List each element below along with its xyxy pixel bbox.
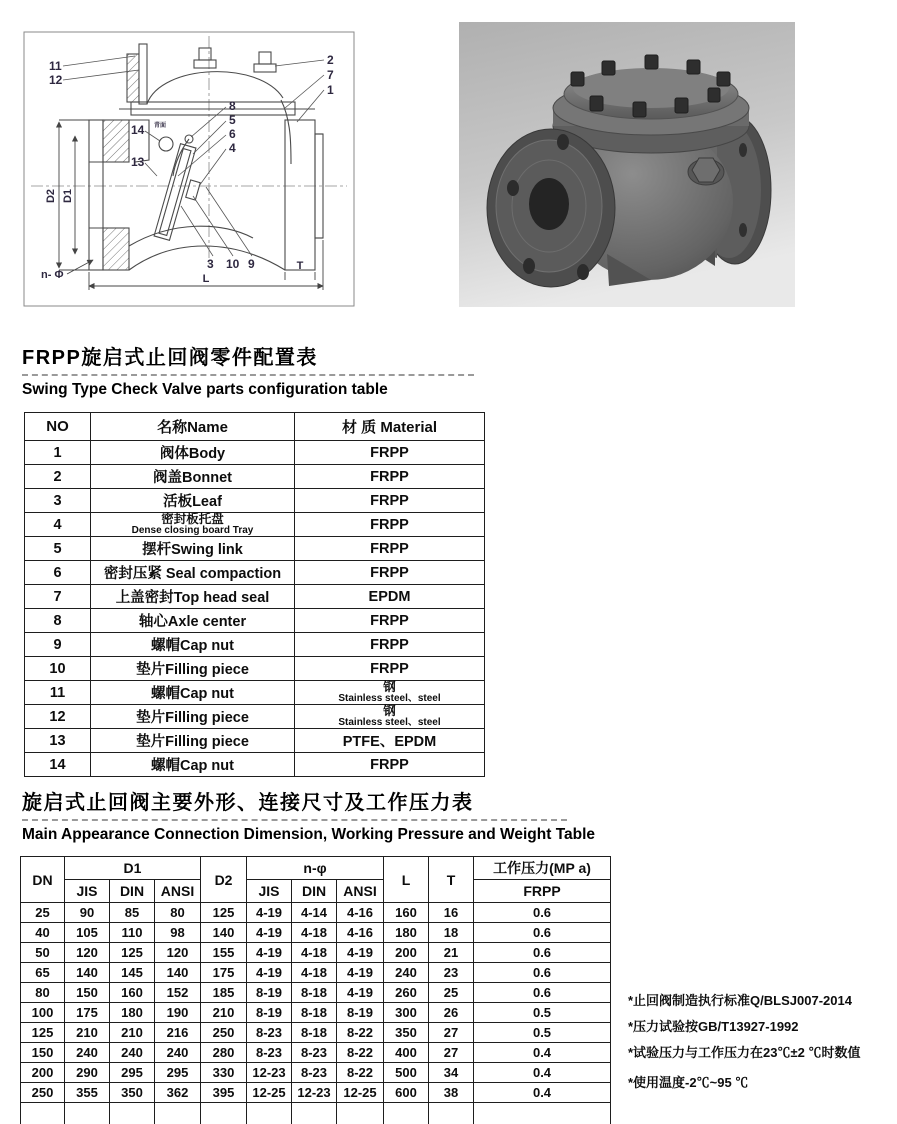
- table-cell: 8-18: [292, 1003, 337, 1023]
- table-cell: [201, 1103, 247, 1124]
- dimension-table-row: [21, 1003, 611, 1023]
- table-cell: 12-25: [337, 1083, 384, 1103]
- table-cell: 螺帽Cap nut: [91, 681, 295, 705]
- cross-section-diagram: [23, 24, 355, 314]
- table-cell: 钢 Stainless steel、steel: [295, 705, 485, 729]
- table-cell: 250: [21, 1083, 65, 1103]
- dimension-table-row: [21, 903, 611, 923]
- callout-7: 7: [327, 68, 334, 82]
- title-divider: [22, 819, 567, 821]
- table-cell: 0.4: [474, 1063, 611, 1083]
- table-cell: 密封板托盘 Dense closing board Tray: [91, 513, 295, 537]
- parts-table-row: [25, 729, 485, 753]
- table-cell: 160: [110, 983, 155, 1003]
- dimension-header-row-1: [21, 857, 611, 880]
- col-header-nphi-din: DIN: [292, 880, 337, 903]
- table-cell: 26: [429, 1003, 474, 1023]
- table-cell: 18: [429, 923, 474, 943]
- col-header-d1-jis: JIS: [65, 880, 110, 903]
- table-cell: [247, 1103, 292, 1124]
- callout-2: 2: [327, 53, 334, 67]
- parts-section-heading: [22, 341, 492, 399]
- table-cell: 160: [384, 903, 429, 923]
- parts-table-row: [25, 513, 485, 537]
- table-cell: 11: [25, 681, 91, 705]
- col-header-d1-ansi: ANSI: [155, 880, 201, 903]
- table-cell: 280: [201, 1043, 247, 1063]
- table-cell: 125: [201, 903, 247, 923]
- parts-table-row: [25, 585, 485, 609]
- table-cell: 4-18: [292, 963, 337, 983]
- footnote-temperature: *使用温度-2℃~95 ℃: [628, 1075, 749, 1090]
- table-cell: 260: [384, 983, 429, 1003]
- dimension-title-cn: 旋启式止回阀主要外形、连接尺寸及工作压力表: [22, 792, 474, 814]
- table-cell: FRPP: [295, 465, 485, 489]
- table-cell: 23: [429, 963, 474, 983]
- table-cell: 0.4: [474, 1083, 611, 1103]
- table-cell: 105: [65, 923, 110, 943]
- table-cell: 600: [384, 1083, 429, 1103]
- table-cell: 密封压紧 Seal compaction: [91, 561, 295, 585]
- table-cell: 27: [429, 1043, 474, 1063]
- table-cell: 240: [65, 1043, 110, 1063]
- table-cell: [155, 1103, 201, 1124]
- title-divider: [22, 374, 474, 376]
- footnote-pressure-test: *压力试验按GB/T13927-1992: [628, 1019, 799, 1034]
- table-cell: 200: [384, 943, 429, 963]
- table-cell: 0.5: [474, 1003, 611, 1023]
- parts-table-row: [25, 465, 485, 489]
- table-cell: 395: [201, 1083, 247, 1103]
- parts-table-header-row: [25, 413, 485, 441]
- table-cell: FRPP: [295, 441, 485, 465]
- table-cell: 355: [65, 1083, 110, 1103]
- table-cell: 8-22: [337, 1063, 384, 1083]
- table-cell: [21, 1103, 65, 1124]
- table-cell: 阀盖Bonnet: [91, 465, 295, 489]
- table-cell: 4-18: [292, 943, 337, 963]
- dimension-table-row: [21, 1063, 611, 1083]
- table-cell: [429, 1103, 474, 1124]
- table-cell: 8-19: [247, 983, 292, 1003]
- callout-5: 5: [229, 113, 236, 127]
- footnotes: [628, 992, 896, 1100]
- col-header-dn: DN: [21, 857, 65, 903]
- table-cell: PTFE、EPDM: [295, 729, 485, 753]
- table-cell: 500: [384, 1063, 429, 1083]
- table-cell: FRPP: [295, 609, 485, 633]
- dimension-header-row-2: [21, 880, 611, 903]
- table-cell: [65, 1103, 110, 1124]
- table-cell: 295: [110, 1063, 155, 1083]
- callout-3: 3: [207, 257, 214, 271]
- table-cell: 350: [110, 1083, 155, 1103]
- table-cell: 0.6: [474, 923, 611, 943]
- dimension-table-row: [21, 1023, 611, 1043]
- table-cell: 210: [110, 1023, 155, 1043]
- dimension-table-row: [21, 963, 611, 983]
- parts-table: [24, 412, 485, 777]
- small-face-label: 青面: [154, 123, 167, 129]
- table-cell: 210: [65, 1023, 110, 1043]
- table-cell: 3: [25, 489, 91, 513]
- table-cell: 100: [21, 1003, 65, 1023]
- table-cell: 180: [110, 1003, 155, 1023]
- table-cell: 240: [110, 1043, 155, 1063]
- table-cell: 140: [65, 963, 110, 983]
- table-cell: 65: [21, 963, 65, 983]
- table-cell: 12-25: [247, 1083, 292, 1103]
- parts-table-row: [25, 441, 485, 465]
- table-cell: 5: [25, 537, 91, 561]
- table-cell: 4-16: [337, 923, 384, 943]
- table-cell: 140: [201, 923, 247, 943]
- table-cell: 8-22: [337, 1023, 384, 1043]
- table-cell: 摆杆Swing link: [91, 537, 295, 561]
- table-cell: 190: [155, 1003, 201, 1023]
- table-cell: 0.6: [474, 943, 611, 963]
- table-cell: 9: [25, 633, 91, 657]
- parts-table-row: [25, 657, 485, 681]
- footnote-standard: *止回阀制造执行标准Q/BLSJ007-2014: [628, 993, 852, 1008]
- table-cell: 螺帽Cap nut: [91, 633, 295, 657]
- table-cell: 12: [25, 705, 91, 729]
- dimension-table: [20, 856, 611, 1124]
- table-cell: 4-19: [337, 943, 384, 963]
- table-cell: [110, 1103, 155, 1124]
- col-header-nphi-jis: JIS: [247, 880, 292, 903]
- callout-4: 4: [229, 141, 236, 155]
- table-cell: 8-18: [292, 983, 337, 1003]
- table-cell: FRPP: [295, 561, 485, 585]
- table-cell: 12-23: [247, 1063, 292, 1083]
- table-cell: 120: [65, 943, 110, 963]
- table-cell: EPDM: [295, 585, 485, 609]
- table-cell: 垫片Filling piece: [91, 729, 295, 753]
- table-cell: 4-19: [247, 943, 292, 963]
- table-cell: 90: [65, 903, 110, 923]
- table-cell: 垫片Filling piece: [91, 657, 295, 681]
- table-cell: 150: [21, 1043, 65, 1063]
- parts-table-row: [25, 609, 485, 633]
- table-cell: 125: [21, 1023, 65, 1043]
- table-cell: 8-19: [247, 1003, 292, 1023]
- table-cell: 80: [21, 983, 65, 1003]
- table-cell: 180: [384, 923, 429, 943]
- table-cell: 4-14: [292, 903, 337, 923]
- parts-table-row: [25, 705, 485, 729]
- parts-table-row: [25, 561, 485, 585]
- table-cell: 8-22: [337, 1043, 384, 1063]
- table-cell: 1: [25, 441, 91, 465]
- table-cell: 14: [25, 753, 91, 777]
- table-cell: FRPP: [295, 537, 485, 561]
- table-cell: FRPP: [295, 657, 485, 681]
- callout-10: 10: [226, 257, 240, 271]
- table-cell: 活板Leaf: [91, 489, 295, 513]
- table-cell: 98: [155, 923, 201, 943]
- parts-table-row: [25, 537, 485, 561]
- callout-6: 6: [229, 127, 236, 141]
- table-cell: 8-23: [292, 1063, 337, 1083]
- callout-12: 12: [49, 73, 63, 87]
- table-cell: 40: [21, 923, 65, 943]
- table-cell: 350: [384, 1023, 429, 1043]
- col-header-frpp: FRPP: [474, 880, 611, 903]
- table-cell: 6: [25, 561, 91, 585]
- col-header-d2: D2: [201, 857, 247, 903]
- table-cell: 4-19: [247, 923, 292, 943]
- dimension-table-body: [21, 903, 611, 1124]
- table-cell: 250: [201, 1023, 247, 1043]
- table-cell: FRPP: [295, 513, 485, 537]
- valve-photo: [459, 22, 795, 307]
- dimension-table-empty-row: [21, 1103, 611, 1124]
- col-header-t: T: [429, 857, 474, 903]
- table-cell: 38: [429, 1083, 474, 1103]
- table-cell: 175: [201, 963, 247, 983]
- table-cell: 4: [25, 513, 91, 537]
- table-cell: 8-23: [247, 1023, 292, 1043]
- table-cell: 8: [25, 609, 91, 633]
- table-cell: 阀体Body: [91, 441, 295, 465]
- footnote-test-condition: *试验压力与工作压力在23℃±2 ℃时数值: [628, 1045, 861, 1060]
- col-header-l: L: [384, 857, 429, 903]
- parts-table-body: [25, 441, 485, 777]
- table-cell: 7: [25, 585, 91, 609]
- table-cell: 362: [155, 1083, 201, 1103]
- table-cell: 上盖密封Top head seal: [91, 585, 295, 609]
- table-cell: 216: [155, 1023, 201, 1043]
- table-cell: 4-19: [247, 963, 292, 983]
- table-cell: [474, 1103, 611, 1124]
- dimension-table-row: [21, 983, 611, 1003]
- table-cell: 0.6: [474, 983, 611, 1003]
- table-cell: 50: [21, 943, 65, 963]
- table-cell: 16: [429, 903, 474, 923]
- valve-section: [89, 44, 323, 270]
- table-cell: 25: [21, 903, 65, 923]
- col-header-n-phi: n-φ: [247, 857, 384, 880]
- callout-8: 8: [229, 99, 236, 113]
- table-cell: [337, 1103, 384, 1124]
- table-cell: 25: [429, 983, 474, 1003]
- dimension-table-row: [21, 1043, 611, 1063]
- table-cell: 4-19: [247, 903, 292, 923]
- dim-label-n-phi: n- Φ: [41, 269, 64, 281]
- table-cell: 8-19: [337, 1003, 384, 1023]
- table-cell: 8-23: [247, 1043, 292, 1063]
- table-cell: 85: [110, 903, 155, 923]
- table-cell: 10: [25, 657, 91, 681]
- table-cell: 21: [429, 943, 474, 963]
- callout-11: 11: [49, 59, 62, 73]
- table-cell: 175: [65, 1003, 110, 1023]
- callout-1: 1: [327, 83, 334, 97]
- parts-table-row: [25, 489, 485, 513]
- table-cell: 0.4: [474, 1043, 611, 1063]
- table-cell: 152: [155, 983, 201, 1003]
- table-cell: 200: [21, 1063, 65, 1083]
- col-header-material: 材 质 Material: [295, 413, 485, 441]
- table-cell: 295: [155, 1063, 201, 1083]
- table-cell: [384, 1103, 429, 1124]
- table-cell: 300: [384, 1003, 429, 1023]
- table-cell: 4-19: [337, 983, 384, 1003]
- parts-title-cn: FRPP旋启式止回阀零件配置表: [22, 347, 318, 369]
- table-cell: FRPP: [295, 633, 485, 657]
- table-cell: FRPP: [295, 753, 485, 777]
- table-cell: 240: [384, 963, 429, 983]
- table-cell: 2: [25, 465, 91, 489]
- table-cell: 125: [110, 943, 155, 963]
- dim-label-l: L: [202, 273, 210, 285]
- table-cell: 垫片Filling piece: [91, 705, 295, 729]
- table-cell: 8-18: [292, 1023, 337, 1043]
- table-cell: 钢 Stainless steel、steel: [295, 681, 485, 705]
- dimension-table-row: [21, 923, 611, 943]
- table-cell: 0.5: [474, 1023, 611, 1043]
- parts-table-row: [25, 633, 485, 657]
- table-cell: 12-23: [292, 1083, 337, 1103]
- parts-table-row: [25, 681, 485, 705]
- dim-label-d1: D1: [62, 188, 74, 204]
- table-cell: 290: [65, 1063, 110, 1083]
- col-header-name: 名称Name: [91, 413, 295, 441]
- dimension-section-heading: [22, 786, 662, 844]
- table-cell: 4-18: [292, 923, 337, 943]
- parts-title-en: Swing Type Check Valve parts configuration table: [22, 381, 388, 398]
- dim-label-t: T: [296, 260, 304, 272]
- table-cell: 0.6: [474, 903, 611, 923]
- table-cell: 110: [110, 923, 155, 943]
- table-cell: 330: [201, 1063, 247, 1083]
- callout-9: 9: [248, 257, 255, 271]
- col-header-no: NO: [25, 413, 91, 441]
- table-cell: 240: [155, 1043, 201, 1063]
- col-header-pressure: 工作压力(MP a): [474, 857, 611, 880]
- col-header-nphi-ansi: ANSI: [337, 880, 384, 903]
- col-header-d1-din: DIN: [110, 880, 155, 903]
- table-cell: 27: [429, 1023, 474, 1043]
- table-cell: 8-23: [292, 1043, 337, 1063]
- table-cell: 150: [65, 983, 110, 1003]
- table-cell: 155: [201, 943, 247, 963]
- dimension-table-row: [21, 1083, 611, 1103]
- table-cell: [292, 1103, 337, 1124]
- dim-label-d2: D2: [45, 188, 57, 204]
- table-cell: 13: [25, 729, 91, 753]
- table-cell: 185: [201, 983, 247, 1003]
- table-cell: 140: [155, 963, 201, 983]
- table-cell: 4-19: [337, 963, 384, 983]
- table-cell: 0.6: [474, 963, 611, 983]
- table-cell: 螺帽Cap nut: [91, 753, 295, 777]
- table-cell: FRPP: [295, 489, 485, 513]
- table-cell: 80: [155, 903, 201, 923]
- table-cell: 120: [155, 943, 201, 963]
- table-cell: 4-16: [337, 903, 384, 923]
- dimension-title-en: Main Appearance Connection Dimension, Working Pressure and Weight Table: [22, 826, 596, 843]
- callout-14: 14: [131, 123, 145, 137]
- table-cell: 轴心Axle center: [91, 609, 295, 633]
- table-cell: 34: [429, 1063, 474, 1083]
- dimension-lines: [59, 120, 323, 290]
- diagram-frame: [24, 32, 354, 306]
- dimension-table-row: [21, 943, 611, 963]
- callout-13: 13: [131, 155, 145, 169]
- table-cell: 400: [384, 1043, 429, 1063]
- table-cell: 210: [201, 1003, 247, 1023]
- parts-table-row: [25, 753, 485, 777]
- table-cell: 145: [110, 963, 155, 983]
- col-header-d1: D1: [65, 857, 201, 880]
